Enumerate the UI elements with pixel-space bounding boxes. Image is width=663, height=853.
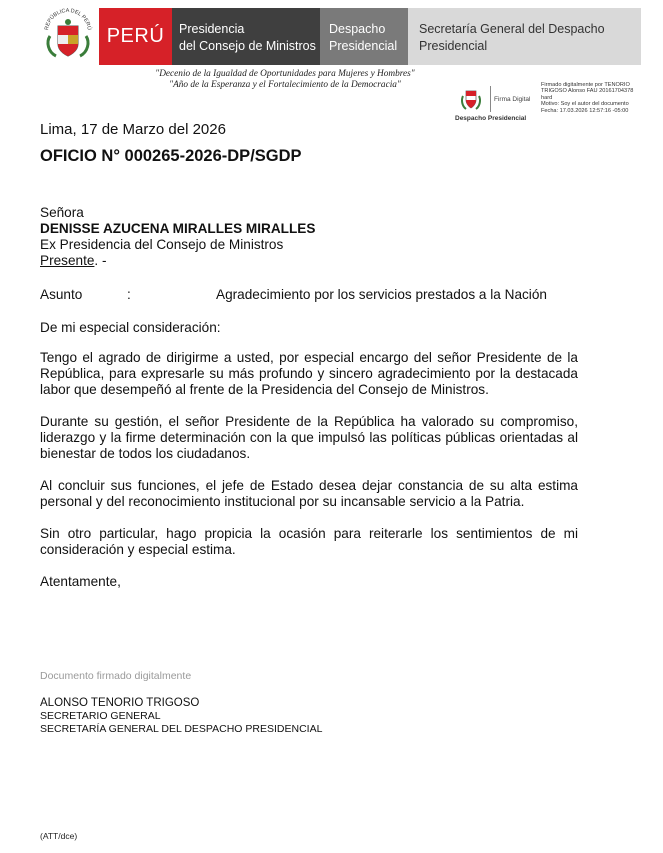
signature-detail-line: Motivo: Soy el autor del documento <box>541 101 629 108</box>
signature-detail-line: TRIGOSO Alonso FAU 20161704378 <box>541 88 634 95</box>
recipient-block <box>40 205 315 269</box>
recipient-name: DENISSE AZUCENA MIRALLES MIRALLES <box>40 221 316 236</box>
firma-digital-label: Firma Digital <box>494 96 531 103</box>
asunto-label: Asunto <box>40 287 83 302</box>
stamp-emblem-icon <box>458 84 484 112</box>
asunto-colon: : <box>127 287 131 302</box>
salutation: Señora <box>40 205 84 220</box>
oficio-number: OFICIO N° 000265-2026-DP/SGDP <box>40 147 302 165</box>
decenio-line-2: "Año de la Esperanza y el Fortalecimiento de la Democracia" <box>169 80 401 90</box>
presente-suffix: . - <box>94 253 107 268</box>
signer-name: ALONSO TENORIO TRIGOSO <box>40 697 200 709</box>
body-paragraph: Tengo el agrado de dirigirme a usted, por especial encargo del señor Presidente de la República, para expresarle su más profundo y sincero agradecimiento por la destacada labor que desempeñó al frente de la Presidencia del Consejo de Ministros. <box>40 350 578 398</box>
recipient-title: Ex Presidencia del Consejo de Ministros <box>40 237 284 252</box>
signature-detail-line: Fecha: 17.03.2026 12:57:16 -05:00 <box>541 107 629 114</box>
peru-brand-block <box>99 8 172 65</box>
letter-date: Lima, 17 de Marzo del 2026 <box>40 121 226 138</box>
signer-role: SECRETARIO GENERAL <box>40 710 161 722</box>
body-paragraph: Sin otro particular, hago propicia la ocasión para reiterarle los sentimientos de mi consideración y especial estima. <box>40 526 578 558</box>
body-paragraph: Durante su gestión, el señor Presidente de la República ha valorado su compromiso, liderazgo y la firme determinación con la que impulsó las políticas públicas orientadas al bienestar de todos los ciudadanos. <box>40 414 578 462</box>
signature-details <box>541 82 656 114</box>
stamp-office-label: Despacho Presidencial <box>455 115 527 122</box>
signature-detail-line: Firmado digitalmente por TENORIO <box>541 82 630 88</box>
emblem-text: REPÚBLICA DEL PERÚ <box>44 7 92 31</box>
coat-of-arms-logo <box>40 6 96 64</box>
signer-office: SECRETARÍA GENERAL DEL DESPACHO PRESIDENCIAL <box>40 722 323 735</box>
asunto-value: Agradecimiento por los servicios prestados a la Nación <box>216 287 547 302</box>
presente-label: Presente <box>40 253 95 268</box>
stamp-divider <box>490 86 491 112</box>
presidencia-line-1: Presidencia <box>179 22 245 36</box>
despacho-block <box>320 8 408 65</box>
country-label: PERÚ <box>106 25 165 47</box>
decenio-line-1: "Decenio de la Igualdad de Oportunidades para Mujeres y Hombres" <box>155 69 415 79</box>
secretaria-block <box>408 8 641 65</box>
signature-detail-line: hard <box>541 94 553 101</box>
presente-line <box>40 253 315 269</box>
digitally-signed-note: Documento firmado digitalmente <box>40 670 192 682</box>
body-paragraph: Al concluir sus funciones, el jefe de Estado desea dejar constancia de su alta estima personal y del reconocimiento institucional por su incansable servicio a la Patria. <box>40 478 578 510</box>
greeting-paragraph: De mi especial consideración: <box>40 320 221 335</box>
secretaria-line-2: Presidencial <box>419 39 488 53</box>
secretaria-line-1: Secretaría General del Despacho <box>419 22 605 36</box>
signer-block <box>40 697 322 735</box>
decenio-motto <box>150 69 420 91</box>
reference-initials: (ATT/dce) <box>40 831 78 841</box>
despacho-line-1: Despacho <box>329 22 386 36</box>
despacho-line-2: Presidencial <box>329 39 398 53</box>
closing: Atentamente, <box>40 574 121 589</box>
presidencia-line-2: del Consejo de Ministros <box>179 39 316 53</box>
presidencia-block <box>172 8 320 65</box>
